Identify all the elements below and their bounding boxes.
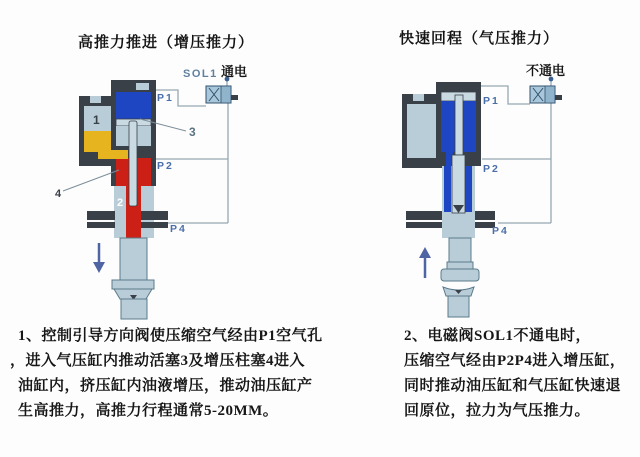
p4-label: P4 xyxy=(170,223,187,235)
flange-right-upper xyxy=(475,211,495,220)
description-line: 油缸内，挤压缸内油液增压，推动油压缸产 xyxy=(18,378,313,394)
valve-right-cell xyxy=(221,86,231,103)
p1-label: P1 xyxy=(157,92,174,104)
p1-label: P1 xyxy=(483,95,500,107)
left-piping xyxy=(150,90,228,223)
leader-4 xyxy=(63,170,119,191)
left-description xyxy=(10,324,323,424)
valve-port-tab xyxy=(231,95,238,100)
flange-right-upper xyxy=(141,211,168,220)
part-label-3: 3 xyxy=(189,125,196,139)
cap-inset xyxy=(136,83,149,90)
plunger-tube xyxy=(452,155,465,213)
oil-channel xyxy=(98,150,128,159)
description-line: ，进入气压缸内推动活塞3及增压柱塞4进入 xyxy=(10,353,306,369)
reservoir-interior xyxy=(407,104,437,158)
description-line: 2、电磁阀SOL1不通电时， xyxy=(404,328,592,344)
ram-flange xyxy=(112,280,154,289)
die-piece xyxy=(448,296,469,317)
plunger-4-rod xyxy=(129,121,137,206)
ram-rod xyxy=(449,238,471,264)
ram-flange xyxy=(441,269,479,281)
p4-label: P4 xyxy=(492,225,509,237)
flange-left-lower xyxy=(87,222,115,228)
flange-left-upper xyxy=(406,211,442,220)
energized-label: 通电 xyxy=(221,64,248,79)
piston-rod xyxy=(455,95,463,155)
de-energized-label: 不通电 xyxy=(526,63,566,78)
down-arrow-icon xyxy=(93,243,105,273)
up-arrow-icon xyxy=(419,247,431,278)
flange-left-upper xyxy=(87,211,115,220)
description-line: 回原位，拉力为气压推力。 xyxy=(404,403,591,419)
valve-port-tab xyxy=(555,95,562,100)
left-diagram-title: 高推力推进（增压推力） xyxy=(78,35,255,51)
reservoir-filler-notch xyxy=(90,96,101,103)
part-label-4: 4 xyxy=(55,188,62,200)
left-booster-diagram xyxy=(55,64,247,319)
solenoid-valve xyxy=(530,77,562,103)
ram-extended xyxy=(112,238,154,319)
description-line: 生高推力，高推力行程通常5-20MM。 xyxy=(18,403,279,419)
p2-label: P2 xyxy=(483,163,500,175)
air-chamber-p1 xyxy=(116,92,151,119)
description-line: 1、控制引导方向阀使压缩空气经由P1空气孔 xyxy=(18,328,323,344)
ram-neck xyxy=(447,262,473,269)
reservoir-oil xyxy=(84,131,114,152)
description-line: 压缩空气经由P2P4进入增压缸， xyxy=(404,353,626,369)
die-piece xyxy=(121,299,147,319)
flange-left-lower xyxy=(406,222,442,228)
ram-retracted xyxy=(441,238,479,317)
flange-right-lower xyxy=(141,222,168,228)
right-return-diagram xyxy=(402,63,565,317)
reservoir-filler-notch xyxy=(413,94,424,101)
p2-label: P2 xyxy=(157,160,174,172)
valve-right-cell xyxy=(545,86,555,103)
wall-right xyxy=(151,158,156,186)
right-diagram-title: 快速回程（气压推力） xyxy=(399,31,560,47)
sol1-label: SOL1 xyxy=(183,68,218,80)
solenoid-valve xyxy=(206,77,238,103)
air-strip-right xyxy=(465,166,472,212)
description-line: 同时推动油压缸和气压缸快速退 xyxy=(404,378,622,394)
right-description xyxy=(404,324,625,424)
ram-rod xyxy=(120,238,147,280)
part-label-2: 2 xyxy=(117,197,124,209)
part-label-1: 1 xyxy=(93,113,100,127)
air-strip-left xyxy=(444,166,451,212)
